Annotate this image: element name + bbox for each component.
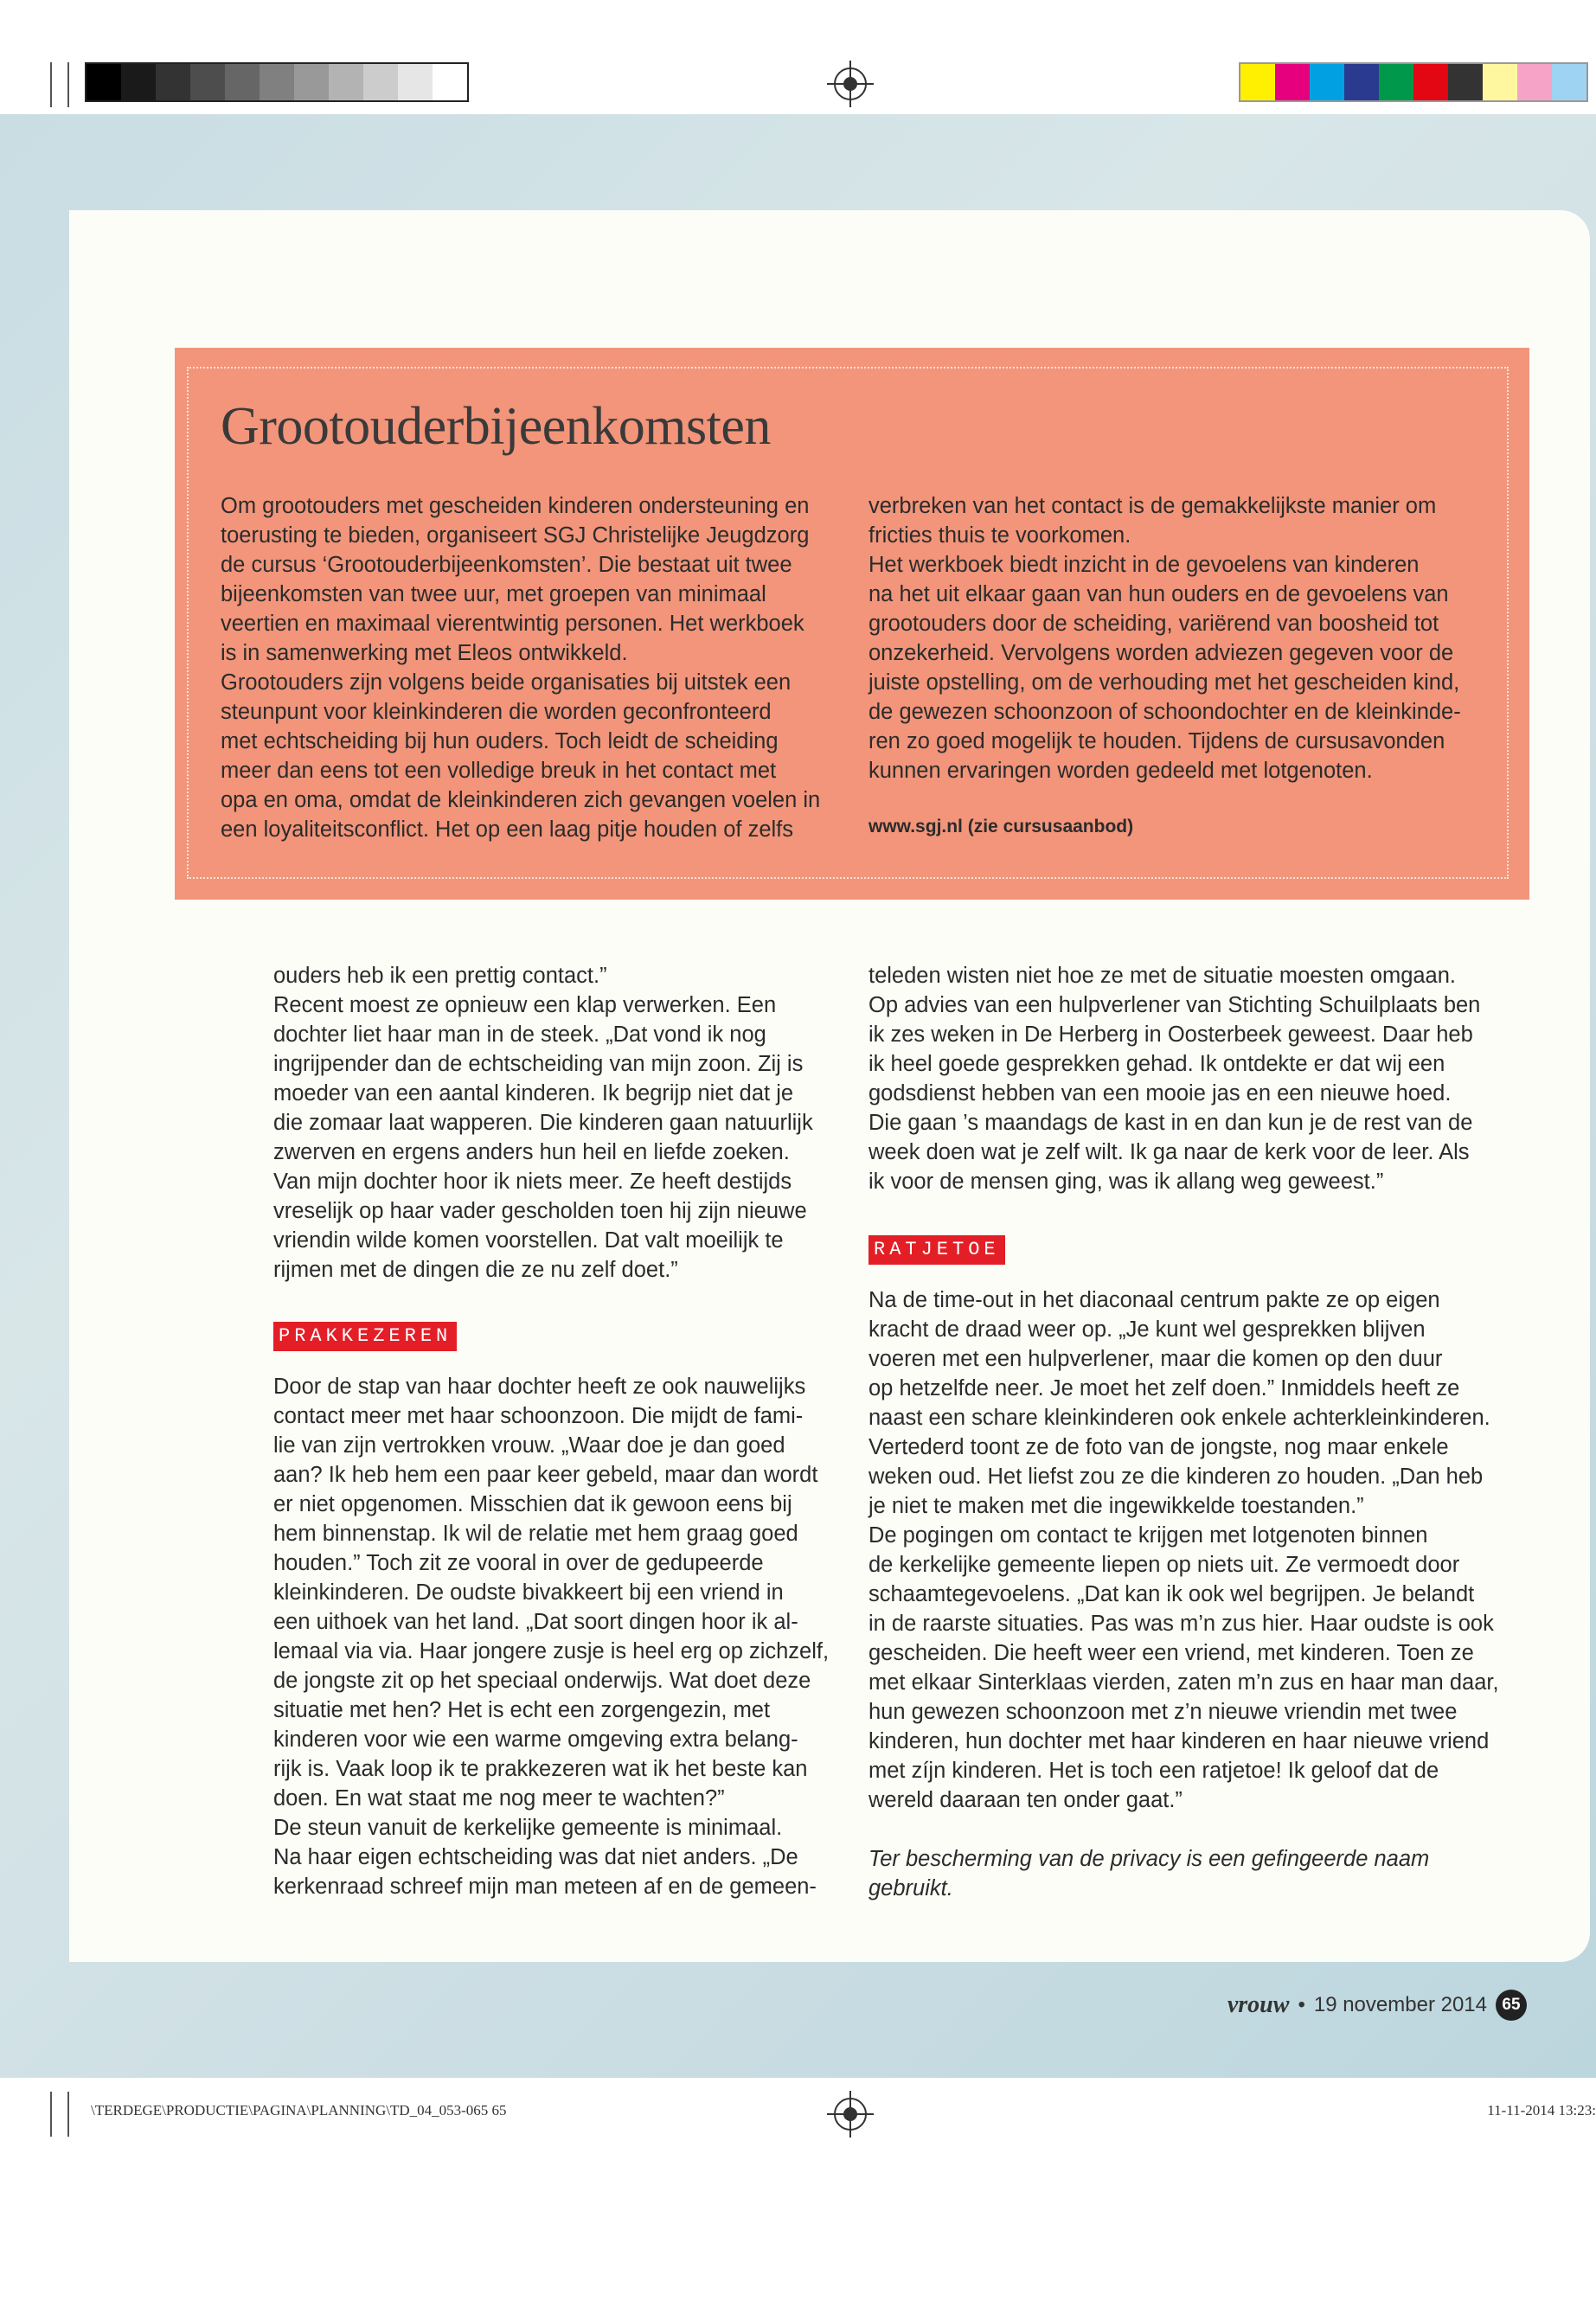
- section-heading-label: RATJETOE: [869, 1235, 1005, 1265]
- text-line: Het werkboek biedt inzicht in de gevoelens van kinderen: [869, 553, 1420, 577]
- text-line: met echtscheiding bij hun ouders. Toch leidt de scheiding: [221, 729, 779, 753]
- section-heading-ratjetoe: [869, 1235, 1005, 1265]
- text-line: vriendin wilde komen voorstellen. Dat valt moeilijk te: [273, 1228, 784, 1253]
- text-line: Na de time-out in het diaconaal centrum pakte ze op eigen: [869, 1288, 1440, 1312]
- text-line: juiste opstelling, om de verhouding met het gescheiden kind,: [869, 670, 1460, 695]
- text-line: kleinkinderen. De oudste bivakkeert bij een vriend in: [273, 1580, 784, 1605]
- text-line: vreselijk op haar vader gescholden toen hij zijn nieuwe: [273, 1199, 807, 1223]
- text-line: is in samenwerking met Eleos ontwikkeld.: [221, 641, 628, 665]
- page-footer: [1227, 1990, 1527, 2021]
- text-line: kinderen voor wie een warme omgeving extra belang-: [273, 1727, 798, 1752]
- text-line: weken oud. Het liefst zou ze die kinderen zo houden. „Dan heb: [869, 1465, 1484, 1489]
- text-line: een loyaliteitsconflict. Het op een laag pitje houden of zelfs: [221, 817, 794, 842]
- grayscale-bar: [85, 62, 469, 102]
- text-line: wereld daaraan ten onder gaat.”: [869, 1788, 1183, 1812]
- info-box-column-1: [221, 491, 839, 844]
- text-line: na het uit elkaar gaan van hun ouders en de gevoelens van: [869, 582, 1449, 606]
- text-line: in de raarste situaties. Pas was m’n zus hier. Haar oudste is ook: [869, 1612, 1494, 1636]
- registration-mark: [834, 67, 867, 100]
- text-line: ren zo goed mogelijk te houden. Tijdens de cursusavonden: [869, 729, 1445, 753]
- text-line: grootouders door de scheiding, variërend van boosheid tot: [869, 612, 1439, 636]
- text-line: een uithoek van het land. „Dat soort dingen hoor ik al-: [273, 1610, 798, 1634]
- text-line: kunnen ervaringen worden gedeeld met lotgenoten.: [869, 759, 1373, 783]
- text-line: Op advies van een hulpverlener van Stichting Schuilplaats ben: [869, 993, 1481, 1017]
- text-line: ik heel goede gesprekken gehad. Ik ontdekte er dat wij een: [869, 1052, 1445, 1076]
- text-line: lemaal via via. Haar jongere zusje is heel erg op zichzelf,: [273, 1639, 830, 1663]
- text-line: contact meer met haar schoonzoon. Die mijdt de fami-: [273, 1404, 804, 1428]
- article-column-2-top: [869, 961, 1500, 1196]
- spacer: [869, 1815, 1500, 1844]
- text-line: veertien en maximaal vierentwintig personen. Het werkboek: [221, 612, 804, 636]
- text-line: gescheiden. Die heeft weer een vriend, met kinderen. Toen ze: [869, 1641, 1474, 1665]
- text-line: verbreken van het contact is de gemakkelijkste manier om: [869, 494, 1437, 518]
- text-line: meer dan eens tot een volledige breuk in het contact met: [221, 759, 777, 783]
- text-line: lie van zijn vertrokken vrouw. „Waar doe je dan goed: [273, 1433, 785, 1458]
- text-line: de jongste zit op het speciaal onderwijs. Wat doet deze: [273, 1669, 811, 1693]
- text-line: steunpunt voor kleinkinderen die worden geconfronteerd: [221, 700, 772, 724]
- crop-mark: [50, 62, 52, 107]
- text-line: Die gaan ’s maandags de kast in en dan kun je de rest van de: [869, 1111, 1473, 1135]
- color-bar: [1239, 62, 1588, 102]
- magazine-logo: vrouw: [1227, 1991, 1290, 2018]
- text-line: hun gewezen schoonzoon met z’n nieuwe vriendin met twee: [869, 1700, 1458, 1724]
- text-line: godsdienst hebben van een mooie jas en een nieuwe hoed.: [869, 1081, 1452, 1106]
- text-line: ik zes weken in De Herberg in Oosterbeek geweest. Daar heb: [869, 1022, 1473, 1047]
- text-line: Na haar eigen echtscheiding was dat niet anders. „De: [273, 1845, 798, 1869]
- text-line: ouders heb ik een prettig contact.”: [273, 964, 607, 988]
- page-number: 65: [1496, 1990, 1527, 2021]
- text-line: situatie met hen? Het is echt een zorgengezin, met: [273, 1698, 771, 1722]
- registration-mark: [834, 2098, 867, 2131]
- text-line: met elkaar Sinterklaas vierden, zaten m’n zus en haar man daar,: [869, 1670, 1499, 1695]
- text-line: onzekerheid. Vervolgens worden adviezen gegeven voor de: [869, 641, 1454, 665]
- text-line: kerkenraad schreef mijn man meteen af en de gemeen-: [273, 1875, 817, 1899]
- text-line: Grootouders zijn volgens beide organisaties bij uitstek een: [221, 670, 792, 695]
- crop-mark: [67, 2092, 69, 2137]
- section-heading-prakkezeren: [273, 1322, 457, 1351]
- text-line: Om grootouders met gescheiden kinderen ondersteuning en: [221, 494, 810, 518]
- text-line: de gewezen schoonzoon of schoondochter en de kleinkinde-: [869, 700, 1461, 724]
- text-line: bijeenkomsten van twee uur, met groepen van minimaal: [221, 582, 766, 606]
- text-line: toerusting te bieden, organiseert SGJ Christelijke Jeugdzorg: [221, 523, 810, 548]
- text-line: ik voor de mensen ging, was ik allang weg geweest.”: [869, 1170, 1384, 1194]
- text-line: Door de stap van haar dochter heeft ze ook nauwelijks: [273, 1375, 806, 1399]
- info-box-title: Grootouderbijeenkomsten: [221, 397, 771, 456]
- production-slug-timestamp: 11-11-2014 13:23:: [1487, 2102, 1596, 2118]
- text-line: schaamtegevoelens. „Dat kan ik ook wel begrijpen. Je belandt: [869, 1582, 1475, 1606]
- text-line: Vertederd toont ze de foto van de jongste, nog maar enkele: [869, 1435, 1449, 1459]
- text-line: doen. En wat staat me nog meer te wachten?”: [273, 1786, 725, 1811]
- text-line: teleden wisten niet hoe ze met de situatie moesten omgaan.: [869, 964, 1456, 988]
- article-column-2-bottom: [869, 1285, 1500, 1903]
- text-line: er niet opgenomen. Misschien dat ik gewoon eens bij: [273, 1492, 792, 1516]
- privacy-note: gebruikt.: [869, 1876, 953, 1900]
- crop-mark: [67, 62, 69, 107]
- privacy-note: Ter bescherming van de privacy is een gefingeerde naam: [869, 1847, 1430, 1871]
- text-line: die zomaar laat wapperen. Die kinderen gaan natuurlijk: [273, 1111, 813, 1135]
- text-line: kinderen, hun dochter met haar kinderen en haar nieuwe vriend: [869, 1729, 1490, 1753]
- production-slug-path: \TERDEGE\PRODUCTIE\PAGINA\PLANNING\TD_04_053-065 65: [91, 2102, 507, 2118]
- section-heading-label: PRAKKEZEREN: [273, 1322, 457, 1351]
- text-line: zwerven en ergens anders hun heil en liefde zoeken.: [273, 1140, 790, 1164]
- article-column-1-bottom: [273, 1372, 836, 1901]
- text-line: moeder van een aantal kinderen. Ik begrijp niet dat je: [273, 1081, 794, 1106]
- footer-separator: •: [1298, 1993, 1305, 2016]
- text-line: week doen wat je zelf wilt. Ik ga naar de kerk voor de leer. Als: [869, 1140, 1470, 1164]
- text-line: dochter liet haar man in de steek. „Dat vond ik nog: [273, 1022, 766, 1047]
- article-column-1-top: [273, 961, 836, 1285]
- text-line: Recent moest ze opnieuw een klap verwerken. Een: [273, 993, 777, 1017]
- text-line: je niet te maken met die ingewikkelde toestanden.”: [869, 1494, 1364, 1518]
- text-line: met zíjn kinderen. Het is toch een ratjetoe! Ik geloof dat de: [869, 1759, 1439, 1783]
- text-line: de cursus ‘Grootouderbijeenkomsten’. Die bestaat uit twee: [221, 553, 792, 577]
- text-line: ingrijpender dan de echtscheiding van mijn zoon. Zij is: [273, 1052, 804, 1076]
- text-line: houden.” Toch zit ze vooral in over de gedupeerde: [273, 1551, 764, 1575]
- text-line: opa en oma, omdat de kleinkinderen zich gevangen voelen in: [221, 788, 821, 812]
- text-line: Van mijn dochter hoor ik niets meer. Ze heeft destijds: [273, 1170, 792, 1194]
- text-line: fricties thuis te voorkomen.: [869, 523, 1131, 548]
- text-line: De steun vanuit de kerkelijke gemeente is minimaal.: [273, 1816, 783, 1840]
- text-line: voeren met een hulpverlener, maar die komen op den duur: [869, 1347, 1443, 1371]
- text-line: De pogingen om contact te krijgen met lotgenoten binnen: [869, 1523, 1428, 1548]
- website-link[interactable]: www.sgj.nl (zie cursusaanbod): [869, 817, 1134, 836]
- text-line: aan? Ik heb hem een paar keer gebeld, maar dan wordt: [273, 1463, 818, 1487]
- issue-date: 19 november 2014: [1313, 1993, 1487, 2016]
- text-line: hem binnenstap. Ik wil de relatie met hem graag goed: [273, 1522, 798, 1546]
- text-line: kracht de draad weer op. „Je kunt wel gesprekken blijven: [869, 1317, 1426, 1342]
- crop-mark: [50, 2092, 52, 2137]
- info-box-column-2: [869, 491, 1500, 785]
- text-line: op hetzelfde neer. Je moet het zelf doen.” Inmiddels heeft ze: [869, 1376, 1460, 1400]
- text-line: rijmen met de dingen die ze nu zelf doet.”: [273, 1258, 678, 1282]
- text-line: de kerkelijke gemeente liepen op niets uit. Ze vermoedt door: [869, 1553, 1460, 1577]
- text-line: naast een schare kleinkinderen ook enkele achterkleinkinderen.: [869, 1406, 1490, 1430]
- text-line: rijk is. Vaak loop ik te prakkezeren wat ik het beste kan: [273, 1757, 808, 1781]
